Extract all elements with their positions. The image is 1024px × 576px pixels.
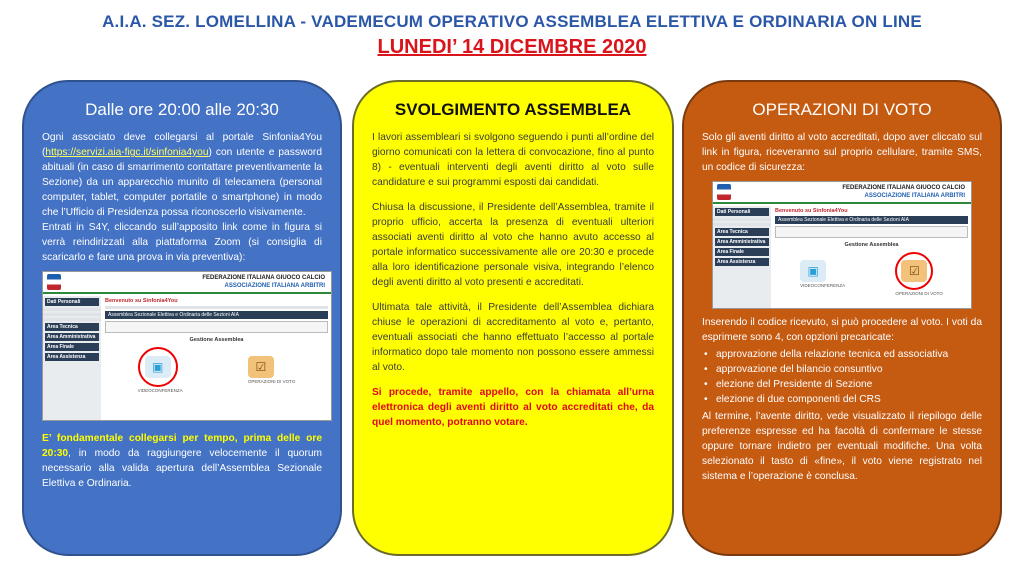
panel-voting-text-2: Inserendo il codice ricevuto, si può procedere al voto. I voti da esprimere sono 4, con opzioni precaricate:: [702, 317, 982, 343]
panel-assembly-text-2: Chiusa la discussione, il Presidente dell’Assemblea, tramite il proprio ufficio, accerta la presenza di eventuali ulteriori associati aventi diritto al voto che hanno avuto accesso al portale informatico successivamente alle ore 20:30 e procede alla loro identificazione personale visiva, integrando l’elenco degli aventi diritto al voto presenti e accreditati.: [372, 202, 654, 288]
portal-screenshot-zoom: FEDERAZIONE ITALIANA GIUOCO CALCIO ASSOCIAZIONE ITALIANA ARBITRI Dati Personali Area Tecnica Area Amministrativa Area Finale Area Assistenza Benvenuto su Sinfonia4You Assemblea Sezionale Elettiva e Ordinaria delle Sezioni AIA Gestione Assemblea ▣ VIDEOCONFERENZA ☑ OPERAZIONI DI VOTO: [42, 271, 332, 421]
panel-timing-text-3: E’ fondamentale collegarsi per tempo, prima delle ore 20:30, in modo da raggiungere velocemente il quorum necessario alla valida apertura dell’Assemblea Sezionale Elettiva e Ordinaria.: [42, 433, 322, 489]
panel-timing-title: Dalle ore 20:00 alle 20:30: [85, 100, 279, 119]
panel-voting-text-3: Al termine, l’avente diritto, vede visualizzato il riepilogo delle preferenze espresse ed ha facoltà di confermare le stesse oppure tornare indietro per eventuali modifiche. Una volta selezionato il tasto di «fine», il voto viene registrato nel sistema e l’operazione è conclusa.: [702, 411, 982, 482]
panel-timing-text-2: Entrati in S4Y, cliccando sull’apposito link come in figura si verrà reindirizzati alla piattaforma Zoom (si consiglia di scaricarlo e fare una prova in via preventiva):: [42, 222, 322, 263]
panel-voting: [682, 80, 1002, 556]
panel-assembly-text-4: Si procede, tramite appello, con la chiamata all’urna elettronica degli aventi diritto al voto accreditati che, da quel momento, potranno votare.: [372, 387, 654, 428]
document-title: A.I.A. SEZ. LOMELLINA - VADEMECUM OPERATIVO ASSEMBLEA ELETTIVA E ORDINARIA ON LINE: [102, 12, 922, 31]
panel-voting-title: OPERAZIONI DI VOTO: [752, 100, 932, 119]
panel-timing: [22, 80, 342, 556]
portal-sidebar: Dati Personali Area Tecnica Area Amministrativa Area Finale Area Assistenza: [713, 206, 771, 308]
panel-assembly-text-3: Ultimata tale attività, il Presidente dell’Assemblea dichiara chiuse le operazioni di accreditamento al voto e, pertanto, eventuali associati che hanno effettuato l’accesso al portale informatico dopo tale momento non possono essere ammessi al voto.: [372, 302, 654, 373]
list-item: • elezione di due componenti del CRS: [702, 392, 982, 407]
vote-list: [702, 347, 982, 407]
list-item: • approvazione del bilancio consuntivo: [702, 362, 982, 377]
list-item: • elezione del Presidente di Sezione: [702, 377, 982, 392]
panel-assembly: [352, 80, 674, 556]
panel-timing-text-1: Ogni associato deve collegarsi al portale Sinfonia4You (https://servizi.aia-figc.it/sinfonia4you) con utente e password abituali (in caso di smarrimento contattare preventivamente la Sezione) da un apparecchio munito di telecamera (personal computer, tablet, computer portatile o smartphone) in modo che l’Ufficio di Presidenza possa riconoscerlo visivamente.: [42, 132, 322, 218]
portal-screenshot-vote: FEDERAZIONE ITALIANA GIUOCO CALCIO ASSOCIAZIONE ITALIANA ARBITRI Dati Personali Area Tecnica Area Amministrativa Area Finale Area Assistenza Benvenuto su Sinfonia4You Assemblea Sezionale Elettiva e Ordinaria delle Sezioni AIA Gestione Assemblea ▣ VIDEOCONFERENZA ☑ OPERAZIONI DI VOTO: [712, 181, 972, 309]
list-item: • approvazione della relazione tecnica ed associativa: [702, 347, 982, 362]
panel-assembly-title: SVOLGIMENTO ASSEMBLEA: [394, 100, 632, 119]
sinfonia4you-link[interactable]: https://servizi.aia-figc.it/sinfonia4you: [45, 147, 209, 158]
portal-sidebar: Dati Personali Area Tecnica Area Amministrativa Area Finale Area Assistenza: [43, 296, 101, 420]
document-date: LUNEDI’ 14 DICEMBRE 2020: [377, 36, 647, 58]
videocamera-icon[interactable]: ▣: [145, 356, 171, 378]
ballot-box-icon[interactable]: ☑: [248, 356, 274, 378]
panel-voting-text-1: Solo gli aventi diritto al voto accreditati, dopo aver cliccato sul link in figura, riceveranno sul proprio cellulare, tramite SMS, un codice di sicurezza:: [702, 132, 982, 173]
aia-logo-icon: [47, 274, 61, 290]
ballot-box-icon[interactable]: ☑: [901, 260, 927, 282]
videocamera-icon[interactable]: ▣: [800, 260, 826, 282]
aia-logo-icon: [717, 184, 731, 200]
panel-assembly-text-1: I lavori assembleari si svolgono seguendo i punti all’ordine del giorno comunicati con la lettera di convocazione, fino al punto 8) - eventuali interventi degli aventi diritto al voto sulle candidature e sui programmi esposti dai candidati.: [372, 132, 654, 188]
